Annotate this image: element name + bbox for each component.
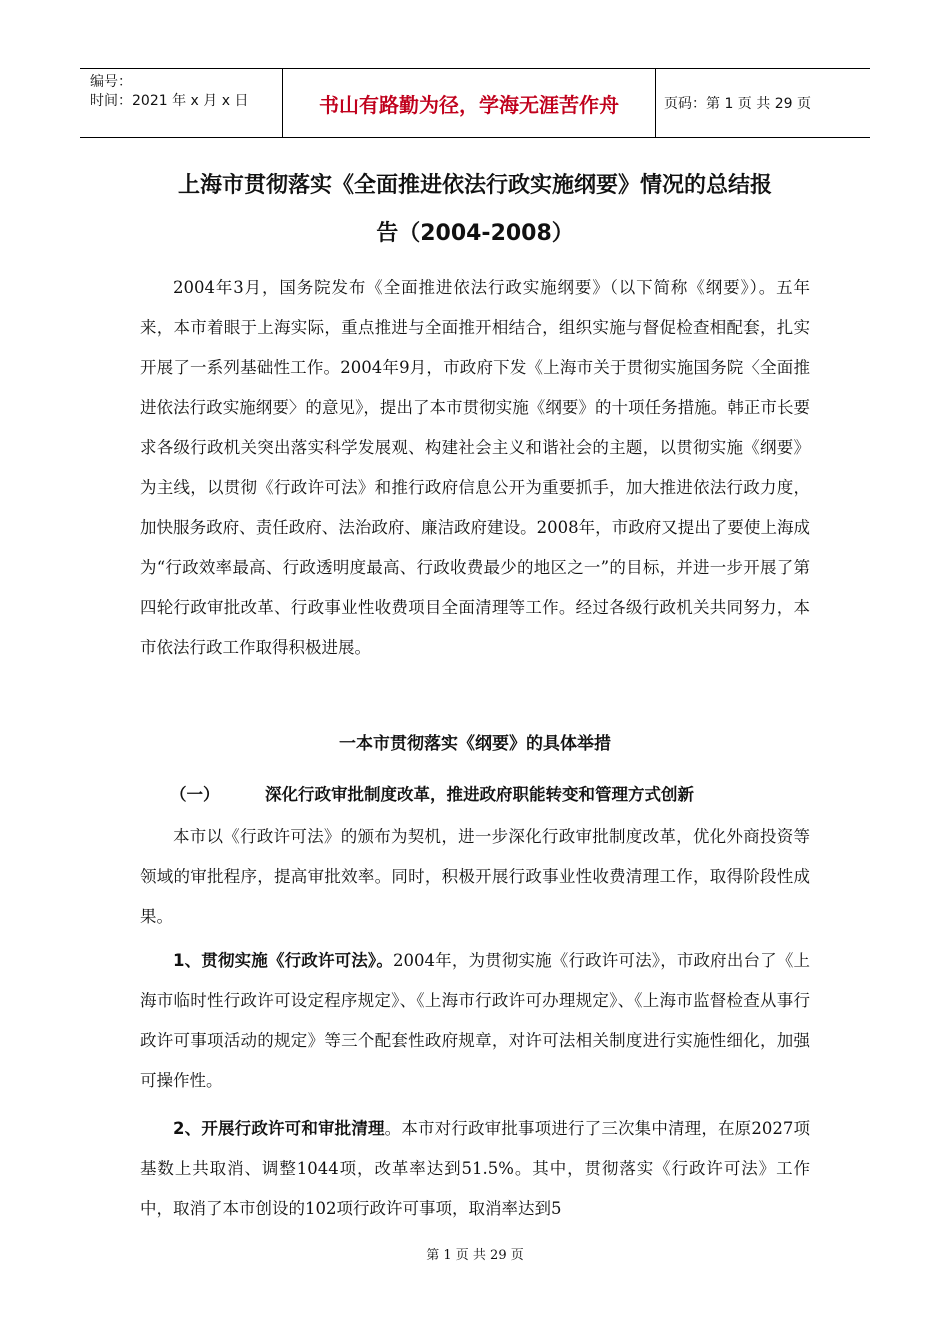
- subsection-number: （一）: [170, 785, 220, 804]
- section-heading: 一本市贯彻落实《纲要》的具体举措: [339, 734, 611, 754]
- page-footer: 第 1 页 共 29 页: [426, 1248, 524, 1263]
- date-label: 时间：2021 年 x 月 x 日: [90, 93, 249, 109]
- item-1-lead: 1、贯彻实施《行政许可法》。: [173, 951, 394, 970]
- item-2-text: 。本市对行政审批事项进行了三次集中清理，在原2027项基数上共取消、调整1044项，改革率达到51.5%。其中，贯彻落实《行政许可法》工作中，取消了本市创设的102项行政许可事项，取消率达到5: [140, 1119, 810, 1218]
- subsection-heading: [170, 775, 810, 815]
- header-motto: 书山有路勤为径，学海无涯苦作舟: [282, 69, 656, 137]
- serial-label: 编号：: [90, 74, 132, 90]
- subsection-title: 深化行政审批制度改革，推进政府职能转变和管理方式创新: [265, 785, 694, 804]
- item-2-block: [140, 1109, 810, 1229]
- header-table: [80, 68, 870, 138]
- title-line-1: 上海市贯彻落实《全面推进依法行政实施纲要》情况的总结报: [177, 173, 772, 198]
- title-line-2: 告（2004-2008）: [376, 221, 574, 246]
- header-page-info: 页码：第 1 页 共 29 页: [664, 96, 811, 112]
- document-title: [140, 162, 810, 258]
- subsection-block: [140, 817, 810, 937]
- item-2-paragraph: [140, 1109, 810, 1229]
- item-2-lead: 2、开展行政许可和审批清理: [173, 1119, 385, 1138]
- item-1-block: [140, 941, 810, 1101]
- item-1-text: 2004年，为贯彻实施《行政许可法》，市政府出台了《上海市临时性行政许可设定程序规定》、《上海市行政许可办理规定》、《上海市监督检查从事行政许可事项活动的规定》等三个配套性政府规章，对许可法相关制度进行实施性细化，加强可操作性。: [140, 951, 810, 1090]
- intro-paragraph: 2004年3月，国务院发布《全面推进依法行政实施纲要》（以下简称《纲要》）。五年来，本市着眼于上海实际，重点推进与全面推开相结合，组织实施与督促检查相配套，扎实开展了一系列基础性工作。2004年9月，市政府下发《上海市关于贯彻实施国务院〈全面推进依法行政实施纲要〉的意见》，提出了本市贯彻实施《纲要》的十项任务措施。韩正市长要求各级行政机关突出落实科学发展观、构建社会主义和谐社会的主题，以贯彻实施《纲要》为主线，以贯彻《行政许可法》和推行政府信息公开为重要抓手，加大推进依法行政力度，加快服务政府、责任政府、法治政府、廉洁政府建设。2008年，市政府又提出了要使上海成为“行政效率最高、行政透明度最高、行政收费最少的地区之一”的目标，并进一步开展了第四轮行政审批改革、行政事业性收费项目全面清理等工作。经过各级行政机关共同努力，本市依法行政工作取得积极进展。: [140, 278, 810, 657]
- subsection-paragraph: 本市以《行政许可法》的颁布为契机，进一步深化行政审批制度改革，优化外商投资等领域的审批程序，提高审批效率。同时，积极开展行政事业性收费清理工作，取得阶段性成果。: [140, 827, 810, 926]
- item-1-paragraph: [140, 941, 810, 1101]
- intro-block: [140, 268, 810, 668]
- header-meta: [80, 69, 282, 137]
